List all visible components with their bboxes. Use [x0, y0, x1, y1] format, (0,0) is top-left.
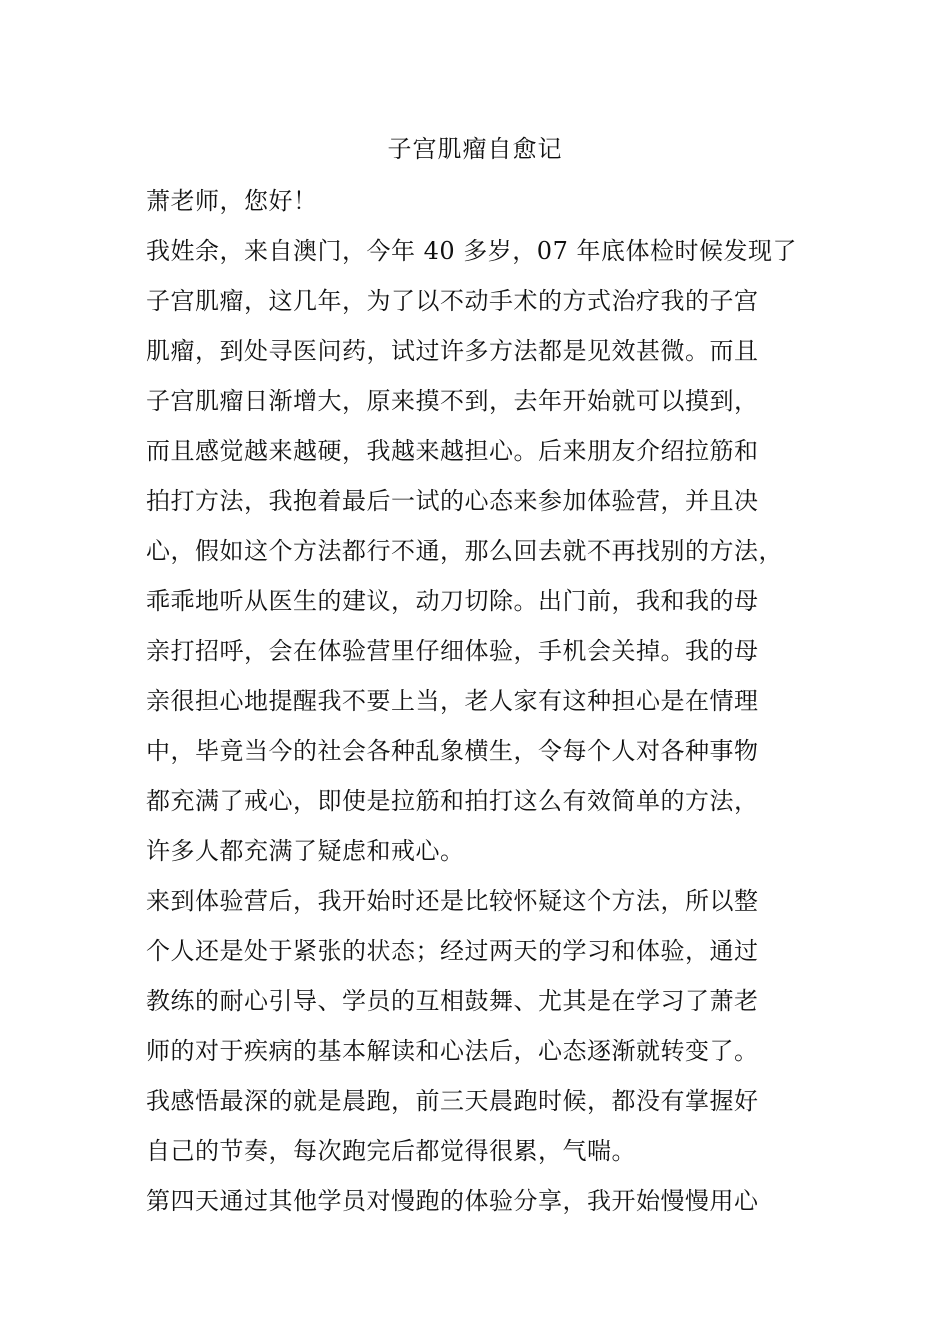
text-line: 许多人都充满了疑虑和戒心。 [146, 837, 465, 865]
text-line: 萧老师，您好！ [146, 187, 318, 215]
text-line: 我姓余，来自澳门，今年 40 多岁，07 年底体检时候发现了 [146, 237, 797, 265]
text-line: 都充满了戒心，即使是拉筋和拍打这么有效简单的方法， [146, 787, 759, 815]
text-line: 子宫肌瘤，这几年，为了以不动手术的方式治疗我的子宫 [146, 287, 759, 315]
text-line: 我感悟最深的就是晨跑，前三天晨跑时候，都没有掌握好 [146, 1087, 759, 1115]
text-line: 第四天通过其他学员对慢跑的体验分享，我开始慢慢用心 [146, 1187, 759, 1215]
text-line: 个人还是处于紧张的状态；经过两天的学习和体验，通过 [146, 937, 759, 965]
text-line: 来到体验营后，我开始时还是比较怀疑这个方法，所以整 [146, 887, 759, 915]
text-line: 而且感觉越来越硬，我越来越担心。后来朋友介绍拉筋和 [146, 437, 759, 465]
text-line: 拍打方法，我抱着最后一试的心态来参加体验营，并且决 [146, 487, 759, 515]
text-line: 肌瘤，到处寻医问药，试过许多方法都是见效甚微。而且 [146, 337, 759, 365]
text-line: 心，假如这个方法都行不通，那么回去就不再找别的方法， [146, 537, 783, 565]
text-line: 乖乖地听从医生的建议，动刀切除。出门前，我和我的母 [146, 587, 759, 615]
text-line: 亲很担心地提醒我不要上当，老人家有这种担心是在情理 [146, 687, 759, 715]
text-line: 自己的节奏，每次跑完后都觉得很累，气喘。 [146, 1137, 636, 1165]
text-line: 师的对于疾病的基本解读和心法后，心态逐渐就转变了。 [146, 1037, 759, 1065]
document-title: 子宫肌瘤自愈记 [387, 135, 563, 163]
text-line: 教练的耐心引导、学员的互相鼓舞、尤其是在学习了萧老 [146, 987, 759, 1015]
text-line: 子宫肌瘤日渐增大，原来摸不到，去年开始就可以摸到， [146, 387, 759, 415]
text-line: 中，毕竟当今的社会各种乱象横生，令每个人对各种事物 [146, 737, 759, 765]
text-line: 亲打招呼，会在体验营里仔细体验，手机会关掉。我的母 [146, 637, 759, 665]
